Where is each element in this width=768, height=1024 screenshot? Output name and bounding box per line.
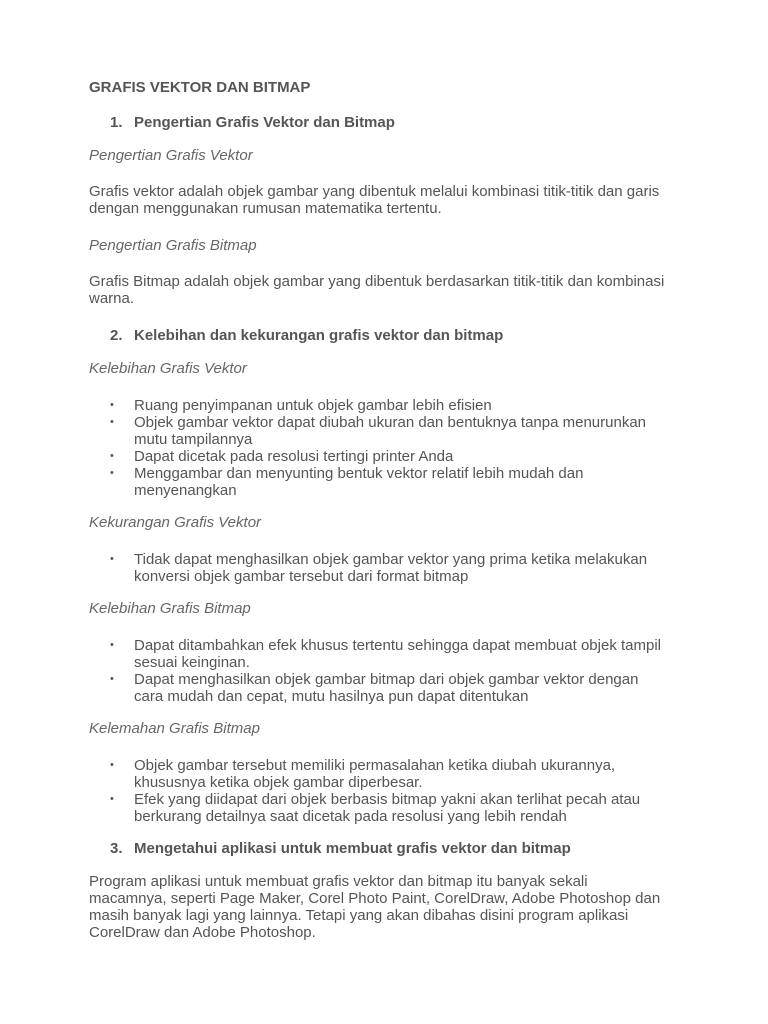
document-title: GRAFIS VEKTOR DAN BITMAP (89, 79, 311, 96)
list-item: • Efek yang diidapat dari objek berbasis bitmap yakni akan terlihat pecah atau berkurang detailnya saat dicetak pada resolusi yang lebih rendah (110, 791, 680, 825)
section-number: 3. (110, 840, 123, 857)
paragraph-pengertian-bitmap: Grafis Bitmap adalah objek gambar yang dibentuk berdasarkan titik-titik dan kombinasi warna. (89, 273, 665, 307)
list-item: • Tidak dapat menghasilkan objek gambar vektor yang prima ketika melakukan konversi objek gambar tersebut dari format bitmap (110, 551, 670, 585)
list-item: • Dapat dicetak pada resolusi tertingi printer Anda (110, 448, 670, 465)
list-item: • Menggambar dan menyunting bentuk vektor relatif lebih mudah dan menyenangkan (110, 465, 670, 499)
section-heading-text: Pengertian Grafis Vektor dan Bitmap (134, 114, 395, 131)
section-heading-text: Kelebihan dan kekurangan grafis vektor dan bitmap (134, 327, 504, 344)
list-item: • Dapat ditambahkan efek khusus tertentu sehingga dapat membuat objek tampil sesuai keinginan. (110, 637, 670, 671)
list-item: • Objek gambar vektor dapat diubah ukuran dan bentuknya tanpa menurunkan mutu tampilannya (110, 414, 670, 448)
subheading-kelemahan-bitmap: Kelemahan Grafis Bitmap (89, 720, 260, 737)
list-item: • Objek gambar tersebut memiliki permasalahan ketika diubah ukurannya, khususnya ketika objek gambar diperbesar. (110, 757, 680, 791)
section-heading-text: Mengetahui aplikasi untuk membuat grafis vektor dan bitmap (134, 840, 571, 857)
paragraph-pengertian-vektor: Grafis vektor adalah objek gambar yang dibentuk melalui kombinasi titik-titik dan garis dengan menggunakan rumusan matematika tertentu. (89, 183, 660, 217)
list-kelebihan-vektor (110, 397, 670, 499)
subheading-pengertian-vektor: Pengertian Grafis Vektor (89, 147, 253, 164)
section-heading-2 (110, 327, 503, 344)
list-item: • Ruang penyimpanan untuk objek gambar lebih efisien (110, 397, 670, 414)
subheading-pengertian-bitmap: Pengertian Grafis Bitmap (89, 237, 257, 254)
section-number: 1. (110, 114, 123, 131)
section-heading-1 (110, 114, 395, 131)
section-number: 2. (110, 327, 123, 344)
paragraph-aplikasi: Program aplikasi untuk membuat grafis vektor dan bitmap itu banyak sekali macamnya, seperti Page Maker, Corel Photo Paint, CorelDraw, Adobe Photoshop dan masih banyak lagi yang lainnya. Tetapi yang akan dibahas disini program aplikasi CorelDraw dan Adobe Photoshop. (89, 873, 661, 941)
list-kelemahan-bitmap (110, 757, 680, 825)
subheading-kelebihan-vektor: Kelebihan Grafis Vektor (89, 360, 247, 377)
subheading-kekurangan-vektor: Kekurangan Grafis Vektor (89, 514, 262, 531)
list-kelebihan-bitmap (110, 637, 670, 705)
list-kekurangan-vektor (110, 551, 670, 585)
list-item: • Dapat menghasilkan objek gambar bitmap dari objek gambar vektor dengan cara mudah dan cepat, mutu hasilnya pun dapat ditentukan (110, 671, 670, 705)
section-heading-3 (110, 840, 571, 857)
subheading-kelebihan-bitmap: Kelebihan Grafis Bitmap (89, 600, 251, 617)
